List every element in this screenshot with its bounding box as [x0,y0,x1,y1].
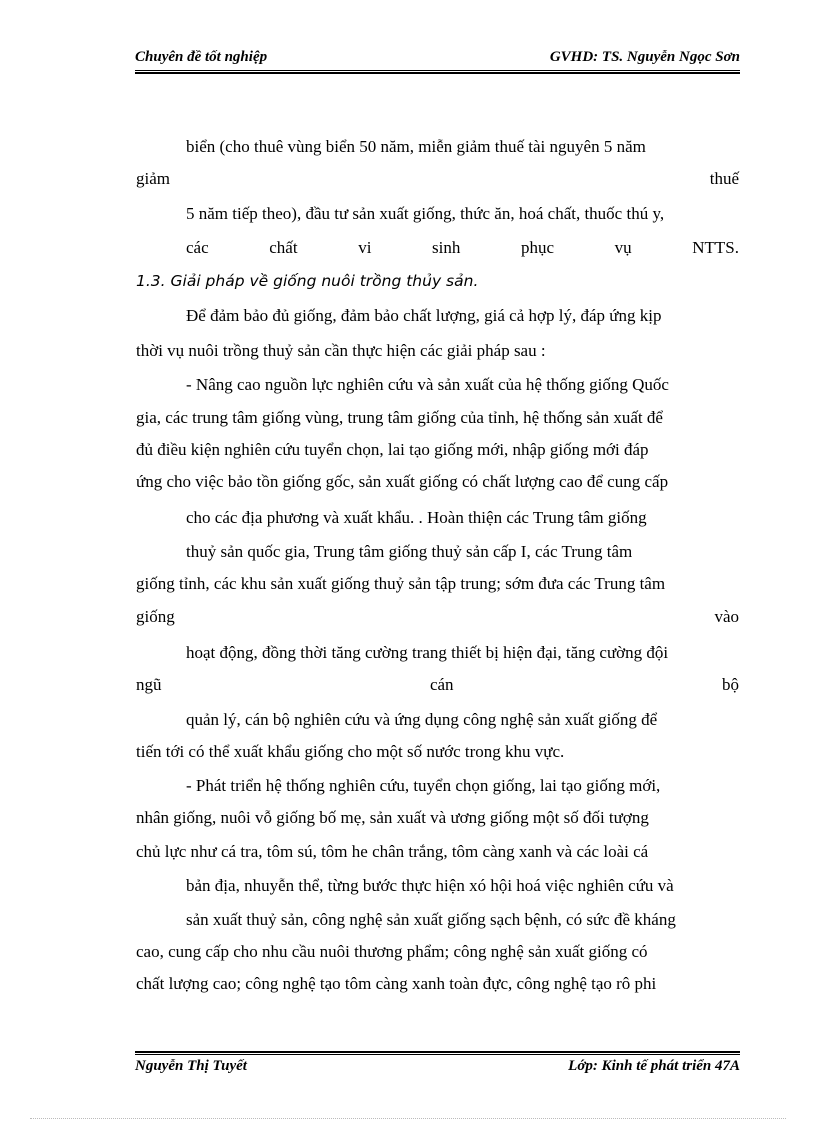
word: giảm [136,169,170,188]
header-rule [135,70,740,74]
text-line-justified [136,169,739,189]
word: giống [136,607,175,626]
text-line: chất lượng cao; công nghệ tạo tôm càng xanh toàn đực, công nghệ tạo rô phi [136,974,657,993]
text-line: nhân giống, nuôi vỗ giống bố mẹ, sản xuất và ương giống một số đối tượng [136,808,649,827]
text-line: cho các địa phương và xuất khẩu. . Hoàn thiện các Trung tâm giống [186,508,647,527]
text-line: ứng cho việc bảo tồn giống gốc, sản xuất giống có chất lượng cao để cung cấp [136,472,669,491]
word: ngũ [136,675,162,694]
text-line: quản lý, cán bộ nghiên cứu và ứng dụng công nghệ sản xuất giống để [186,710,658,729]
text-line: - Nâng cao nguồn lực nghiên cứu và sản xuất của hệ thống giống Quốc [186,375,669,394]
text-line: gia, các trung tâm giống vùng, trung tâm giống của tỉnh, hệ thống sản xuất để [136,408,663,427]
text-line: - Phát triển hệ thống nghiên cứu, tuyển chọn giống, lai tạo giống mới, [186,776,661,795]
page-bottom-border [30,1118,786,1119]
header-left: Chuyên đề tốt nghiệp [135,49,268,65]
word: bộ [722,675,739,694]
word: chất [269,238,298,257]
text-line: sản xuất thuỷ sản, công nghệ sản xuất giống sạch bệnh, có sức đề kháng [186,910,676,929]
word: vi [358,238,372,257]
text-line: cao, cung cấp cho nhu cầu nuôi thương phẩm; công nghệ sản xuất giống có [136,942,648,961]
word: NTTS. [692,238,739,257]
header-right: GVHD: TS. Nguyễn Ngọc Sơn [549,49,740,65]
text-line: 5 năm tiếp theo), đầu tư sản xuất giống, thức ăn, hoá chất, thuốc thú y, [186,204,665,223]
footer-rule [135,1051,740,1055]
text-line: thuỷ sản quốc gia, Trung tâm giống thuỷ sản cấp I, các Trung tâm [186,542,633,561]
section-heading: 1.3. Giải pháp về giống nuôi trồng thủy sản. [136,272,479,290]
text-line: biển (cho thuê vùng biển 50 năm, miễn giảm thuế tài nguyên 5 năm [186,137,646,156]
text-line-justified [136,607,739,627]
text-line: giống tỉnh, các khu sản xuất giống thuỷ sản tập trung; sớm đưa các Trung tâm [136,574,666,593]
word: phục [520,238,555,257]
word: sinh [432,238,461,257]
word: các [186,238,209,257]
footer-left: Nguyễn Thị Tuyết [135,1058,247,1074]
text-line-justified [136,675,739,695]
text-line: chủ lực như cá tra, tôm sú, tôm he chân trắng, tôm càng xanh và các loài cá [136,842,649,861]
text-line: hoạt động, đồng thời tăng cường trang thiết bị hiện đại, tăng cường đội [186,643,669,662]
text-line: bản địa, nhuyễn thể, từng bước thực hiện xó hội hoá việc nghiên cứu và [186,876,674,895]
word: thuế [709,169,739,188]
footer-right: Lớp: Kinh tế phát triển 47A [568,1058,740,1074]
text-line: Để đảm bảo đủ giống, đảm bảo chất lượng, giá cả hợp lý, đáp ứng kịp [186,306,662,325]
word: vụ [614,238,632,257]
text-line: tiến tới có thể xuất khẩu giống cho một số nước trong khu vực. [136,742,565,761]
text-line: đủ điều kiện nghiên cứu tuyển chọn, lai tạo giống mới, nhập giống mới đáp [136,440,649,459]
word: cán [429,675,454,694]
word: vào [714,607,739,626]
text-line-justified [186,238,739,258]
text-line: thời vụ nuôi trồng thuỷ sản cần thực hiện các giải pháp sau : [136,341,546,360]
